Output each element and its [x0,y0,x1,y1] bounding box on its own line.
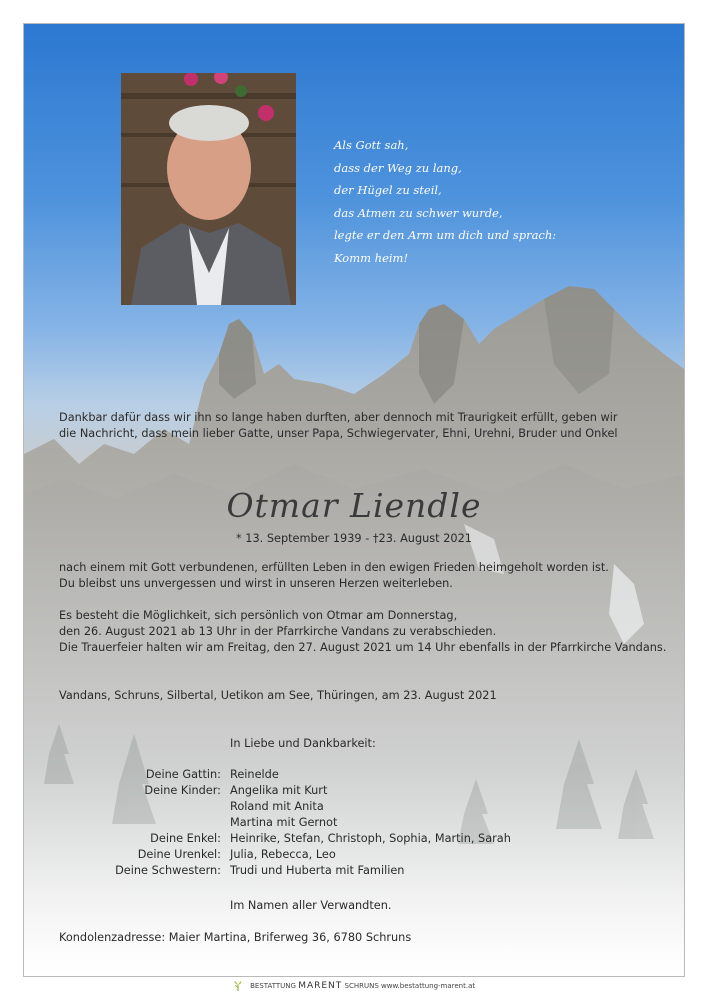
relative-label: Deine Enkel: [150,832,221,845]
relative-value: Julia, Rebecca, Leo [230,848,336,861]
relative-row [24,816,684,832]
life-dates: * 13. September 1939 - †23. August 2021 [236,532,472,545]
poem-line: dass der Weg zu lang, [334,160,462,175]
relative-value: Trudi und Huberta mit Familien [230,864,405,877]
relative-value: Reinelde [230,768,279,781]
poem-line: Als Gott sah, [334,138,409,152]
poem [334,134,594,270]
obituary-card [23,23,685,977]
relatives-closing: Im Namen aller Verwandten. [230,899,392,912]
poem-line: legte er den Arm um dich und sprach: [334,228,557,243]
relative-row [24,864,684,880]
relative-value: Martina mit Gernot [230,816,338,829]
relative-label: Deine Gattin: [145,768,221,781]
poem-line: das Atmen zu schwer wurde, [334,205,503,220]
relative-value: Roland mit Anita [230,800,324,813]
passage-line: nach einem mit Gott verbundenen, erfüllten Leben in den ewigen Frieden heimgeholt worden ist. [59,561,609,574]
footer-url[interactable]: www.bestattung-marent.at [381,982,476,990]
farewell-line: Die Trauerfeier halten wir am Freitag, den 27. August 2021 um 14 Uhr ebenfalls in der Pfarrkirche Vandans. [59,641,667,654]
farewell-line: den 26. August 2021 ab 13 Uhr in der Pfarrkirche Vandans zu verabschieden. [59,625,497,638]
relative-label: Deine Kinder: [144,784,221,797]
poem-line: der Hügel zu steil, [334,183,442,198]
relative-label: Deine Urenkel: [137,848,221,861]
poem-line: Komm heim! [334,250,409,265]
deceased-name: Otmar Liendle [226,486,482,525]
portrait-photo [121,73,296,305]
relative-row [24,832,684,848]
relative-value: Heinrike, Stefan, Christoph, Sophia, Martin, Sarah [230,832,511,845]
farewell-line: Es besteht die Möglichkeit, sich persönlich von Otmar am Donnerstag, [59,609,458,622]
condolence-address: Kondolenzadresse: Maier Martina, Briferweg 36, 6780 Schruns [59,931,412,944]
footer [0,976,707,996]
footer-brand: MARENT [298,981,343,991]
lily-logo-icon [232,980,244,992]
footer-town: SCHRUNS [344,982,379,990]
relative-row [24,768,684,784]
footer-bestattung: BESTATTUNG [250,982,296,990]
passage-line: Du bleibst uns unvergessen und wirst in unseren Herzen weiterleben. [59,577,453,590]
relative-row [24,784,684,800]
love-line: In Liebe und Dankbarkeit: [230,737,376,750]
intro-line: die Nachricht, dass mein lieber Gatte, unser Papa, Schwiegervater, Ehni, Urehni, Bruder und Onkel [59,427,618,440]
relative-row [24,848,684,864]
intro-line: Dankbar dafür dass wir ihn so lange haben durften, aber dennoch mit Traurigkeit erfüllt, geben wir [59,411,618,424]
relative-label: Deine Schwestern: [115,864,221,877]
place-date: Vandans, Schruns, Silbertal, Uetikon am See, Thüringen, am 23. August 2021 [59,689,497,702]
relative-row [24,800,684,816]
relative-value: Angelika mit Kurt [230,784,328,797]
